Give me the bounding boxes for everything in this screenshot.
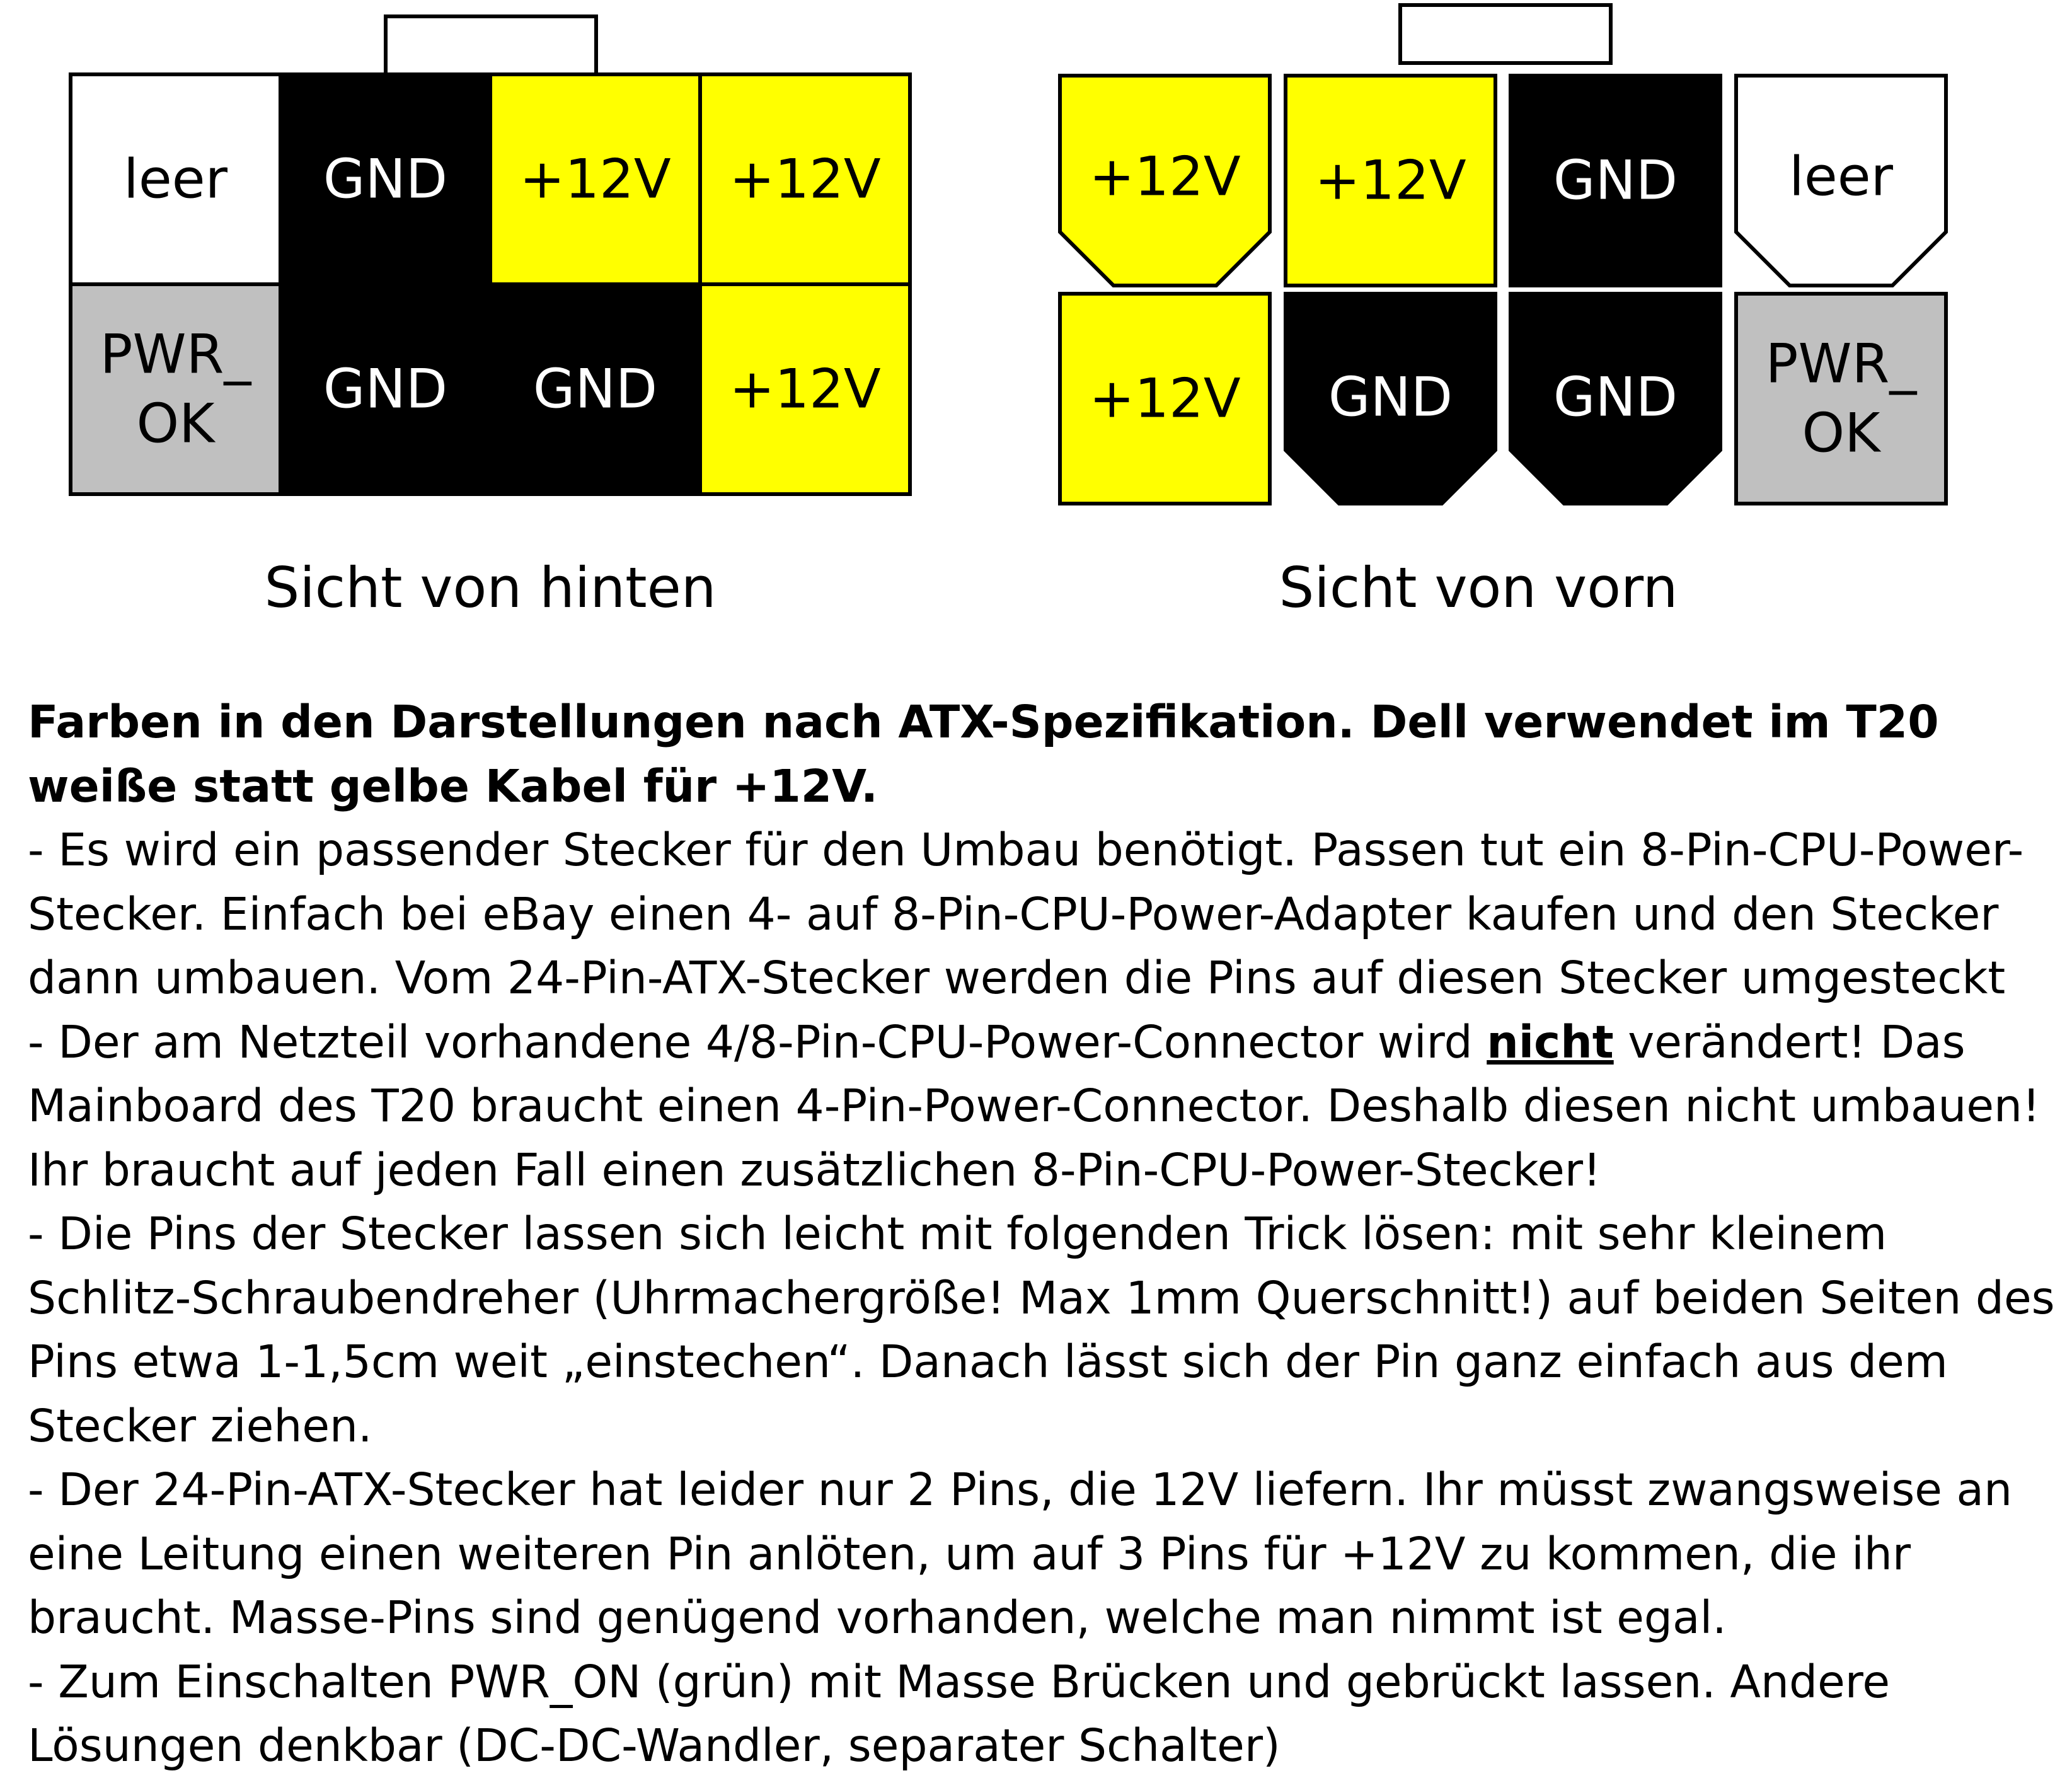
note-text: - Der am Netzteil vorhandene 4/8-Pin-CPU-Power-Connector wird xyxy=(28,1015,1487,1068)
back-connector xyxy=(71,74,910,494)
front-pin-8 xyxy=(1736,294,1946,504)
caption-front-view: Sicht von vorn xyxy=(1279,555,1678,620)
back-pin-5-label: OK xyxy=(136,392,215,456)
note-text: verändert! Das Mainboard des T20 braucht einen 4-Pin-Power-Connector. Deshalb diesen nicht umbauen! Ihr braucht auf jeden Fall einen zusätzlichen 8-Pin-CPU-Power-Stecker! xyxy=(28,1015,2040,1196)
front-pin-5-label: +12V xyxy=(1089,367,1241,430)
back-pin-3-label: +12V xyxy=(519,147,671,211)
front-pin-7-label: GND xyxy=(1553,366,1678,429)
front-pin-2-label: +12V xyxy=(1315,149,1466,212)
front-connector-latch xyxy=(1400,5,1611,63)
note-emphasis: nicht xyxy=(1487,1015,1614,1068)
back-pin-5-label: PWR_ xyxy=(100,323,251,386)
notes-heading: Farben in den Darstellungen nach ATX-Spezifikation. Dell verwendet im T20 weiße statt gelbe Kabel für +12V. xyxy=(28,696,1939,812)
note-item-pin-removal: - Die Pins der Stecker lassen sich leicht mit folgenden Trick lösen: mit sehr kleinem Schlitz-Schraubendreher (Uhrmachergröße! Max 1mm Querschnitt!) auf beiden Seiten des Pins etwa 1-1,5cm weit „einstechen“. Danach lässt sich der Pin ganz einfach aus dem Stecker ziehen. xyxy=(28,1208,2055,1452)
back-pin-1-label: leer xyxy=(123,147,228,211)
front-pin-3-label: GND xyxy=(1553,149,1678,212)
back-pin-7-label: GND xyxy=(532,357,658,421)
back-pin-6-label: GND xyxy=(323,357,448,421)
front-pin-1-label: +12V xyxy=(1089,145,1241,209)
front-pin-6-label: GND xyxy=(1328,366,1453,429)
front-pin-8-label: PWR_ xyxy=(1765,332,1917,396)
note-item-plug: - Es wird ein passender Stecker für den Umbau benötigt. Passen tut ein 8-Pin-CPU-Power-Stecker. Einfach bei eBay einen 4- auf 8-Pin-CPU-Power-Adapter kaufen und den Stecker dann umbauen. Vom 24-Pin-ATX-Stecker werden die Pins auf diesen Stecker umgesteckt xyxy=(28,824,2024,1004)
notes-text xyxy=(28,690,2057,1778)
back-pin-2-label: GND xyxy=(323,147,448,211)
front-pin-4-label: leer xyxy=(1788,145,1894,209)
caption-back-view: Sicht von hinten xyxy=(264,555,717,620)
front-pin-8-label: OK xyxy=(1802,401,1880,465)
back-connector-latch xyxy=(386,16,596,74)
note-item-power-on: - Zum Einschalten PWR_ON (grün) mit Masse Brücken und gebrückt lassen. Andere Lösungen denkbar (DC-DC-Wandler, separater Schalter) xyxy=(28,1655,1891,1772)
front-connector xyxy=(1060,76,1946,504)
back-pin-5 xyxy=(71,284,280,494)
back-pin-4-label: +12V xyxy=(729,147,881,211)
back-pin-8-label: +12V xyxy=(729,357,881,421)
note-item-12v-pins: - Der 24-Pin-ATX-Stecker hat leider nur 2 Pins, die 12V liefern. Ihr müsst zwangsweise an eine Leitung einen weiteren Pin anlöten, um auf 3 Pins für +12V zu kommen, die ihr braucht. Masse-Pins sind genügend vorhanden, welche man nimmt ist egal. xyxy=(28,1463,2013,1644)
note-item-psu-connector xyxy=(28,1010,2057,1203)
